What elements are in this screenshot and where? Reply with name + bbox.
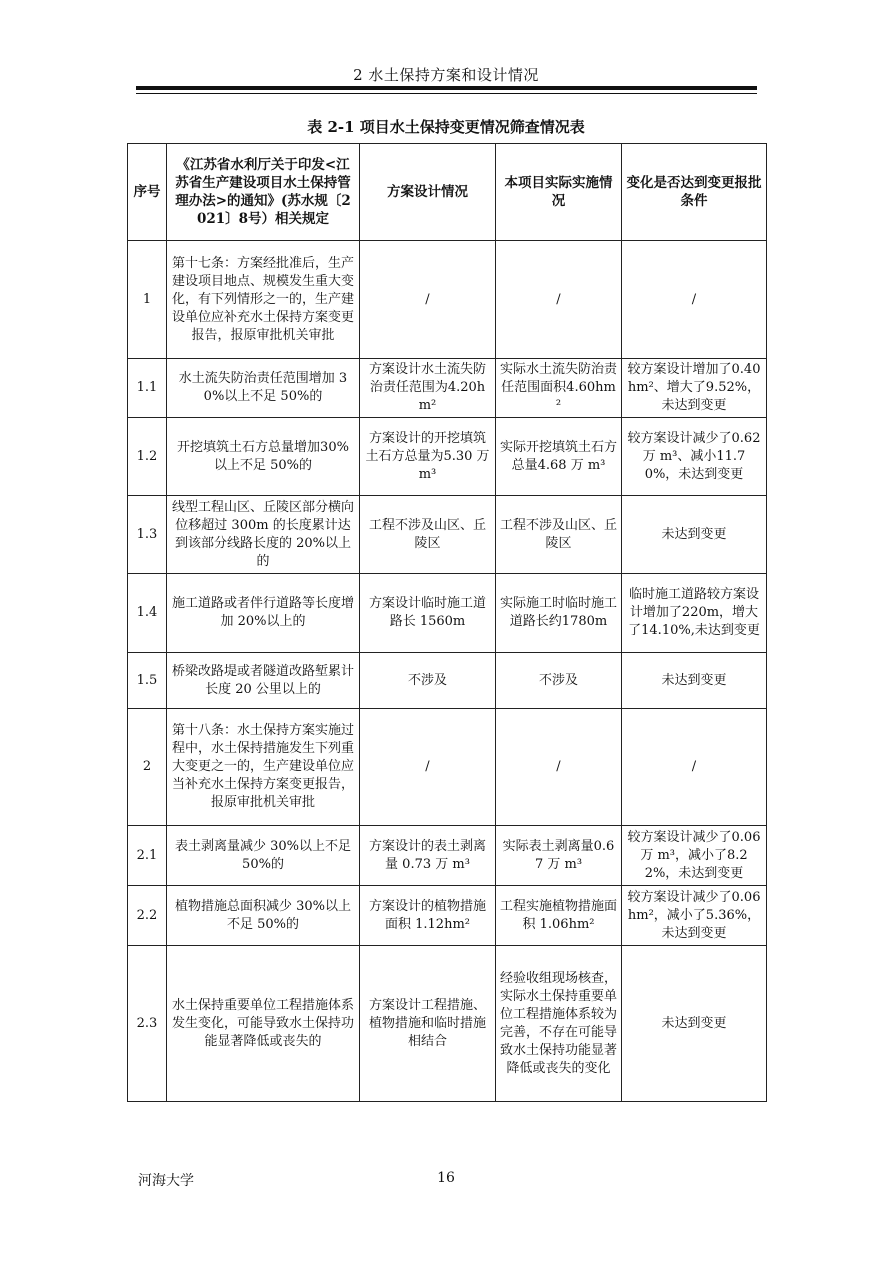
row-no: 2.2 bbox=[128, 886, 167, 946]
row-regulation: 植物措施总面积减少 30%以上不足 50%的 bbox=[167, 886, 360, 946]
header-rule-thick bbox=[136, 86, 757, 90]
table-row bbox=[128, 496, 767, 574]
row-actual: 实际水土流失防治责任范围面积4.60hm² bbox=[496, 359, 622, 418]
row-judgement: / bbox=[622, 241, 767, 359]
row-regulation: 水土保持重要单位工程措施体系发生变化，可能导致水土保持功能显著降低或丧失的 bbox=[167, 946, 360, 1102]
row-no: 1 bbox=[128, 241, 167, 359]
row-regulation: 桥梁改路堤或者隧道改路堑累计长度 20 公里以上的 bbox=[167, 653, 360, 709]
row-judgement: / bbox=[622, 709, 767, 826]
row-no: 2.3 bbox=[128, 946, 167, 1102]
row-design: 方案设计的表土剥离量 0.73 万 m³ bbox=[360, 826, 496, 886]
table-row bbox=[128, 418, 767, 496]
row-actual: 实际开挖填筑土石方总量4.68 万 m³ bbox=[496, 418, 622, 496]
table-row bbox=[128, 826, 767, 886]
row-no: 2 bbox=[128, 709, 167, 826]
table-header-row bbox=[128, 144, 767, 241]
row-no: 1.5 bbox=[128, 653, 167, 709]
row-design: 方案设计临时施工道路长 1560m bbox=[360, 574, 496, 653]
header-rule-thin bbox=[136, 93, 757, 94]
row-actual: 实际施工时临时施工道路长约1780m bbox=[496, 574, 622, 653]
row-regulation: 水土流失防治责任范围增加 30%以上不足 50%的 bbox=[167, 359, 360, 418]
row-no: 1.2 bbox=[128, 418, 167, 496]
row-regulation: 表土剥离量减少 30%以上不足 50%的 bbox=[167, 826, 360, 886]
row-regulation: 开挖填筑土石方总量增加30%以上不足 50%的 bbox=[167, 418, 360, 496]
page-number: 16 bbox=[437, 1170, 455, 1186]
row-design: 不涉及 bbox=[360, 653, 496, 709]
table-caption: 表 2-1 项目水土保持变更情况筛查情况表 bbox=[307, 118, 585, 136]
header-regulation: 《江苏省水利厅关于印发<江苏省生产建设项目水土保持管理办法>的通知》(苏水规〔2021〕8号）相关规定 bbox=[167, 144, 360, 241]
row-judgement: 未达到变更 bbox=[622, 653, 767, 709]
table-row bbox=[128, 574, 767, 653]
row-judgement: 较方案设计减少了0.62 万 m³、减小11.70%，未达到变更 bbox=[622, 418, 767, 496]
row-no: 1.4 bbox=[128, 574, 167, 653]
header-actual: 本项目实际实施情况 bbox=[496, 144, 622, 241]
header-no: 序号 bbox=[128, 144, 167, 241]
row-judgement: 未达到变更 bbox=[622, 946, 767, 1102]
row-regulation: 线型工程山区、丘陵区部分横向位移超过 300m 的长度累计达到该部分线路长度的 20%以上的 bbox=[167, 496, 360, 574]
row-judgement: 临时施工道路较方案设计增加了220m，增大了14.10%,未达到变更 bbox=[622, 574, 767, 653]
row-judgement: 未达到变更 bbox=[622, 496, 767, 574]
row-no: 1.3 bbox=[128, 496, 167, 574]
row-judgement: 较方案设计增加了0.40hm²、增大了9.52%，未达到变更 bbox=[622, 359, 767, 418]
row-design: 方案设计的植物措施面积 1.12hm² bbox=[360, 886, 496, 946]
row-actual: 工程实施植物措施面积 1.06hm² bbox=[496, 886, 622, 946]
row-actual: 实际表土剥离量0.67 万 m³ bbox=[496, 826, 622, 886]
table-row bbox=[128, 946, 767, 1102]
row-design: / bbox=[360, 241, 496, 359]
header-design: 方案设计情况 bbox=[360, 144, 496, 241]
table-row bbox=[128, 653, 767, 709]
row-design: 方案设计的开挖填筑土石方总量为5.30 万 m³ bbox=[360, 418, 496, 496]
row-actual: / bbox=[496, 709, 622, 826]
table-row bbox=[128, 359, 767, 418]
footer-organization: 河海大学 bbox=[138, 1173, 194, 1189]
row-actual: 工程不涉及山区、丘陵区 bbox=[496, 496, 622, 574]
row-design: / bbox=[360, 709, 496, 826]
row-design: 工程不涉及山区、丘陵区 bbox=[360, 496, 496, 574]
row-actual: 经验收组现场核查，实际水土保持重要单位工程措施体系较为完善，不存在可能导致水土保持功能显著降低或丧失的变化 bbox=[496, 946, 622, 1102]
table-row bbox=[128, 241, 767, 359]
row-regulation: 施工道路或者伴行道路等长度增加 20%以上的 bbox=[167, 574, 360, 653]
row-design: 方案设计工程措施、植物措施和临时措施相结合 bbox=[360, 946, 496, 1102]
row-judgement: 较方案设计减少了0.06 万 m³，减小了8.22%，未达到变更 bbox=[622, 826, 767, 886]
row-no: 1.1 bbox=[128, 359, 167, 418]
row-actual: / bbox=[496, 241, 622, 359]
row-regulation: 第十七条：方案经批准后，生产建设项目地点、规模发生重大变化，有下列情形之一的，生产建设单位应补充水土保持方案变更报告，报原审批机关审批 bbox=[167, 241, 360, 359]
screening-table bbox=[127, 143, 767, 1102]
row-actual: 不涉及 bbox=[496, 653, 622, 709]
row-judgement: 较方案设计减少了0.06hm²，减小了5.36%，未达到变更 bbox=[622, 886, 767, 946]
header-judgement: 变化是否达到变更报批条件 bbox=[622, 144, 767, 241]
table-row bbox=[128, 886, 767, 946]
row-regulation: 第十八条：水土保持方案实施过程中，水土保持措施发生下列重大变更之一的，生产建设单位应当补充水土保持方案变更报告，报原审批机关审批 bbox=[167, 709, 360, 826]
page-header-title: 2 水土保持方案和设计情况 bbox=[353, 66, 539, 84]
row-design: 方案设计水土流失防治责任范围为4.20hm² bbox=[360, 359, 496, 418]
table-row bbox=[128, 709, 767, 826]
row-no: 2.1 bbox=[128, 826, 167, 886]
